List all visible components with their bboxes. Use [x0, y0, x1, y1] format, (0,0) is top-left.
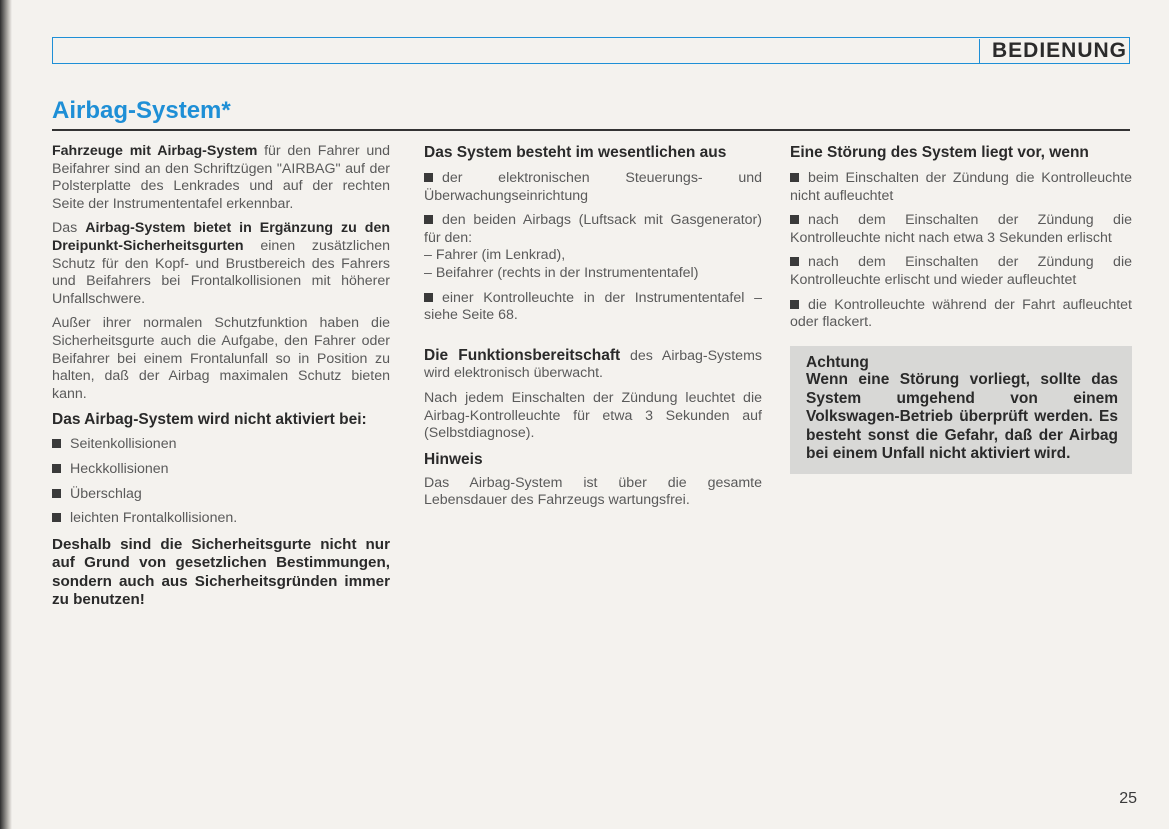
list-item: die Kontrolleuchte während der Fahrt aufleuchtet oder flackert.	[790, 296, 1132, 331]
list-item: Seitenkollisionen	[52, 436, 390, 454]
column-left	[52, 143, 390, 617]
title-rule	[52, 129, 1130, 131]
section-label: BEDIENUNG	[979, 39, 1127, 63]
list-item: Heckkollisionen	[52, 461, 390, 479]
sub-item-driver: – Fahrer (im Lenkrad),	[424, 247, 566, 264]
list-item: den beiden Airbags (Luftsack mit Gasgenerator) für den: – Fahrer (im Lenkrad), – Beifahrer (rechts in der Instrumententafel)	[424, 212, 762, 281]
list-item: einer Kontrolleuchte in der Instrumententafel – siehe Seite 68.	[424, 289, 762, 324]
page-binding-edge	[0, 0, 12, 829]
bullet-square-icon	[790, 300, 799, 309]
closing-paragraph: Deshalb sind die Sicherheitsgurte nicht nur auf Grund von gesetzlichen Bestimmungen, sondern auch aus Sicherheitsgründen immer zu benutzen!	[52, 535, 390, 609]
page-number: 25	[1119, 790, 1137, 807]
list-item: nach dem Einschalten der Zündung die Kontrolleuchte erlischt und wieder aufleuchtet	[790, 254, 1132, 288]
not-active-heading: Das Airbag-System wird nicht aktiviert bei:	[52, 411, 367, 429]
fault-list	[790, 170, 1132, 332]
intro-bold: Fahrzeuge mit Airbag-System	[52, 143, 258, 159]
column-right	[790, 143, 1132, 474]
header-bar	[52, 37, 1130, 64]
bullet-square-icon	[424, 173, 433, 182]
list-item: beim Einschalten der Zündung die Kontrolleuchte nicht aufleuchtet	[790, 170, 1132, 204]
bullet-square-icon	[790, 173, 799, 182]
intro-text: für den Fahrer und Beifahrer sind an den Schriftzügen "AIRBAG" auf der Polsterplatte des Lenkrades und auf der rechten Seite der Instrumententafel erkennbar.	[52, 143, 390, 212]
bullet-square-icon	[52, 464, 61, 473]
readiness-bold: Die Funktionsbereitschaft	[424, 346, 621, 364]
note-text: Das Airbag-System ist über die gesamte Lebensdauer des Fahrzeugs wartungsfrei.	[424, 474, 762, 509]
column-middle	[424, 143, 762, 517]
list-item: Überschlag	[52, 486, 390, 504]
supplement-bold: Airbag-System bietet in Ergänzung zu den Dreipunkt-Sicherheitsgurten	[52, 220, 390, 254]
warning-title: Achtung	[806, 353, 869, 371]
bullet-square-icon	[790, 257, 799, 266]
warning-box	[790, 346, 1132, 474]
sub-item-passenger: – Beifahrer (rechts in der Instrumententafel)	[424, 264, 699, 281]
list-item: der elektronischen Steuerungs- und Überwachungseinrichtung	[424, 170, 762, 204]
readiness-text: des Airbag-Systems wird elektronisch überwacht.	[424, 347, 762, 382]
not-active-list	[52, 436, 390, 527]
fault-heading: Eine Störung des System liegt vor, wenn	[790, 144, 1089, 161]
list-item: leichten Frontalkollisionen.	[52, 510, 390, 528]
page-title: Airbag-System*	[52, 97, 231, 124]
warning-text: Wenn eine Störung vorliegt, sollte das System umgehend von einem Volkswagen-Betrieb überprüft werden. Es besteht sonst die Gefahr, daß der Airbag bei einem Unfall nicht aktiviert wird.	[806, 371, 1118, 463]
supplement-paragraph	[52, 220, 390, 308]
intro-paragraph	[52, 143, 390, 213]
self-diagnosis-paragraph: Nach jedem Einschalten der Zündung leuchtet die Airbag-Kontrolleuchte für etwa 3 Sekunden auf (Selbstdiagnose).	[424, 389, 762, 442]
list-item: nach dem Einschalten der Zündung die Kontrolleuchte nicht nach etwa 3 Sekunden erlischt	[790, 212, 1132, 246]
belt-paragraph: Außer ihrer normalen Schutzfunktion haben die Sicherheitsgurte auch die Aufgabe, den Fahrer oder Beifahrer bei einem Frontalunfall so in Position zu halten, daß der Airbag maximalen Schutz bieten kann.	[52, 315, 390, 402]
supplement-text: einen zusätzlichen Schutz für den Kopf- und Brustbereich des Fahrers und Beifahrers bei Frontalkollisionen mit höherer Unfallschwere.	[52, 237, 390, 307]
components-list	[424, 170, 762, 325]
readiness-paragraph	[424, 347, 762, 383]
bullet-square-icon	[790, 215, 799, 224]
bullet-square-icon	[424, 215, 433, 224]
components-heading: Das System besteht im wesentlichen aus	[424, 144, 727, 161]
note-heading: Hinweis	[424, 450, 483, 468]
bullet-square-icon	[52, 513, 61, 522]
bullet-square-icon	[52, 489, 61, 498]
supplement-lead: Das	[52, 220, 86, 237]
bullet-square-icon	[52, 439, 61, 448]
bullet-square-icon	[424, 293, 433, 302]
